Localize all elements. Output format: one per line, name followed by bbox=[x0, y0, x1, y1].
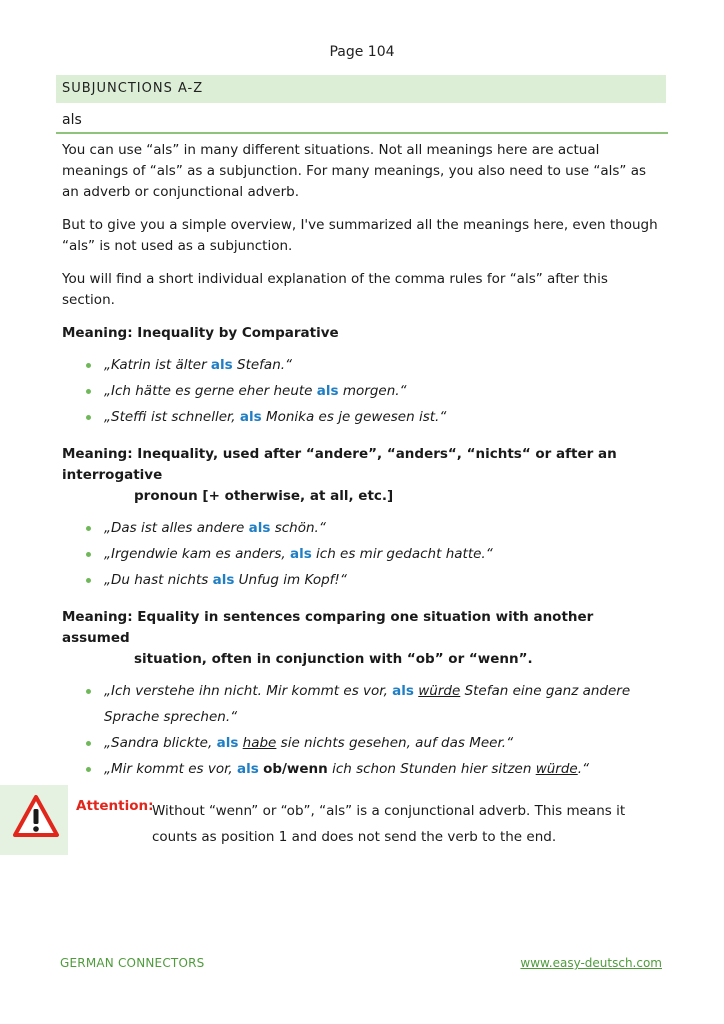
footer-website-link[interactable]: www.easy-deutsch.com bbox=[520, 956, 662, 970]
attention-box bbox=[0, 785, 724, 855]
attention-line: Without “wenn” or “ob”, “als” is a conjunctional adverb. This means it bbox=[152, 803, 626, 819]
keyword-als: als bbox=[210, 357, 233, 373]
example-item: „Du hast nichts als Unfug im Kopf!“ bbox=[84, 567, 662, 593]
example-item: „Sandra blickte, als habe sie nichts gesehen, auf das Meer.“ bbox=[84, 730, 662, 756]
example-item: „Mir kommt es vor, als ob/wenn ich schon Stunden hier sitzen würde.“ bbox=[84, 756, 662, 782]
meaning-heading bbox=[62, 607, 662, 670]
meaning-heading-continuation: situation, often in conjunction with “ob” or “wenn”. bbox=[134, 651, 533, 667]
meaning-heading-line: Meaning: Inequality, used after “andere”, “anders“, “nichts“ or after an interrogative bbox=[62, 446, 617, 483]
example-item: „Steffi ist schneller, als Monika es je gewesen ist.“ bbox=[84, 404, 662, 430]
meaning-heading-line: Meaning: Equality in sentences comparing one situation with another assumed bbox=[62, 609, 594, 646]
example-item: „Irgendwie kam es anders, als ich es mir gedacht hatte.“ bbox=[84, 541, 662, 567]
attention-label: Attention: bbox=[76, 798, 154, 814]
page-number: Page 104 bbox=[329, 44, 395, 60]
underlined-verb: würde bbox=[418, 683, 461, 699]
keyword-als: als bbox=[236, 761, 259, 777]
keyword-als: als bbox=[212, 572, 235, 588]
example-item: „Ich verstehe ihn nicht. Mir kommt es vor, als würde Stefan eine ganz andere Sprache sprechen.“ bbox=[84, 678, 662, 730]
keyword-als: als bbox=[248, 520, 271, 536]
keyword-als: als bbox=[392, 683, 414, 699]
example-item: „Katrin ist älter als Stefan.“ bbox=[84, 352, 662, 378]
warning-triangle-icon bbox=[12, 794, 60, 838]
section-title: SUBJUNCTIONS A-Z bbox=[62, 81, 204, 96]
overview-paragraph: But to give you a simple overview, I've summarized all the meanings here, even though “als” is not used as a subjunction. bbox=[62, 217, 658, 254]
footer-book-title: GERMAN CONNECTORS bbox=[60, 956, 205, 970]
section-title-bar bbox=[56, 75, 666, 103]
meaning-heading bbox=[62, 323, 662, 344]
keyword-als: als bbox=[289, 546, 312, 562]
attention-line: counts as position 1 and does not send the verb to the end. bbox=[152, 829, 557, 845]
underlined-verb: habe bbox=[242, 735, 277, 751]
example-list bbox=[62, 352, 662, 430]
comma-rules-paragraph: You will find a short individual explanation of the comma rules for “als” after this section. bbox=[62, 271, 608, 308]
underlined-verb: würde bbox=[535, 761, 578, 777]
main-content bbox=[62, 140, 662, 822]
subheading: als bbox=[56, 110, 668, 134]
intro-paragraph: You can use “als” in many different situations. Not all meanings here are actual meanings of “als” as a subjunction. For many meanings, you also need to use “als” as an adverb or conjunctional adverb. bbox=[62, 142, 647, 200]
meaning-heading-continuation: pronoun [+ otherwise, at all, etc.] bbox=[134, 488, 394, 504]
attention-text bbox=[152, 798, 662, 850]
meaning-heading bbox=[62, 444, 662, 507]
example-item: „Das ist alles andere als schön.“ bbox=[84, 515, 662, 541]
keyword-als: als bbox=[316, 383, 339, 399]
meaning-heading-line: Meaning: Inequality by Comparative bbox=[62, 325, 339, 341]
example-item: „Ich hätte es gerne eher heute als morgen.“ bbox=[84, 378, 662, 404]
bold-conjunction: ob/wenn bbox=[263, 761, 328, 777]
keyword-als: als bbox=[239, 409, 262, 425]
example-list bbox=[62, 515, 662, 593]
keyword-als: als bbox=[216, 735, 239, 751]
